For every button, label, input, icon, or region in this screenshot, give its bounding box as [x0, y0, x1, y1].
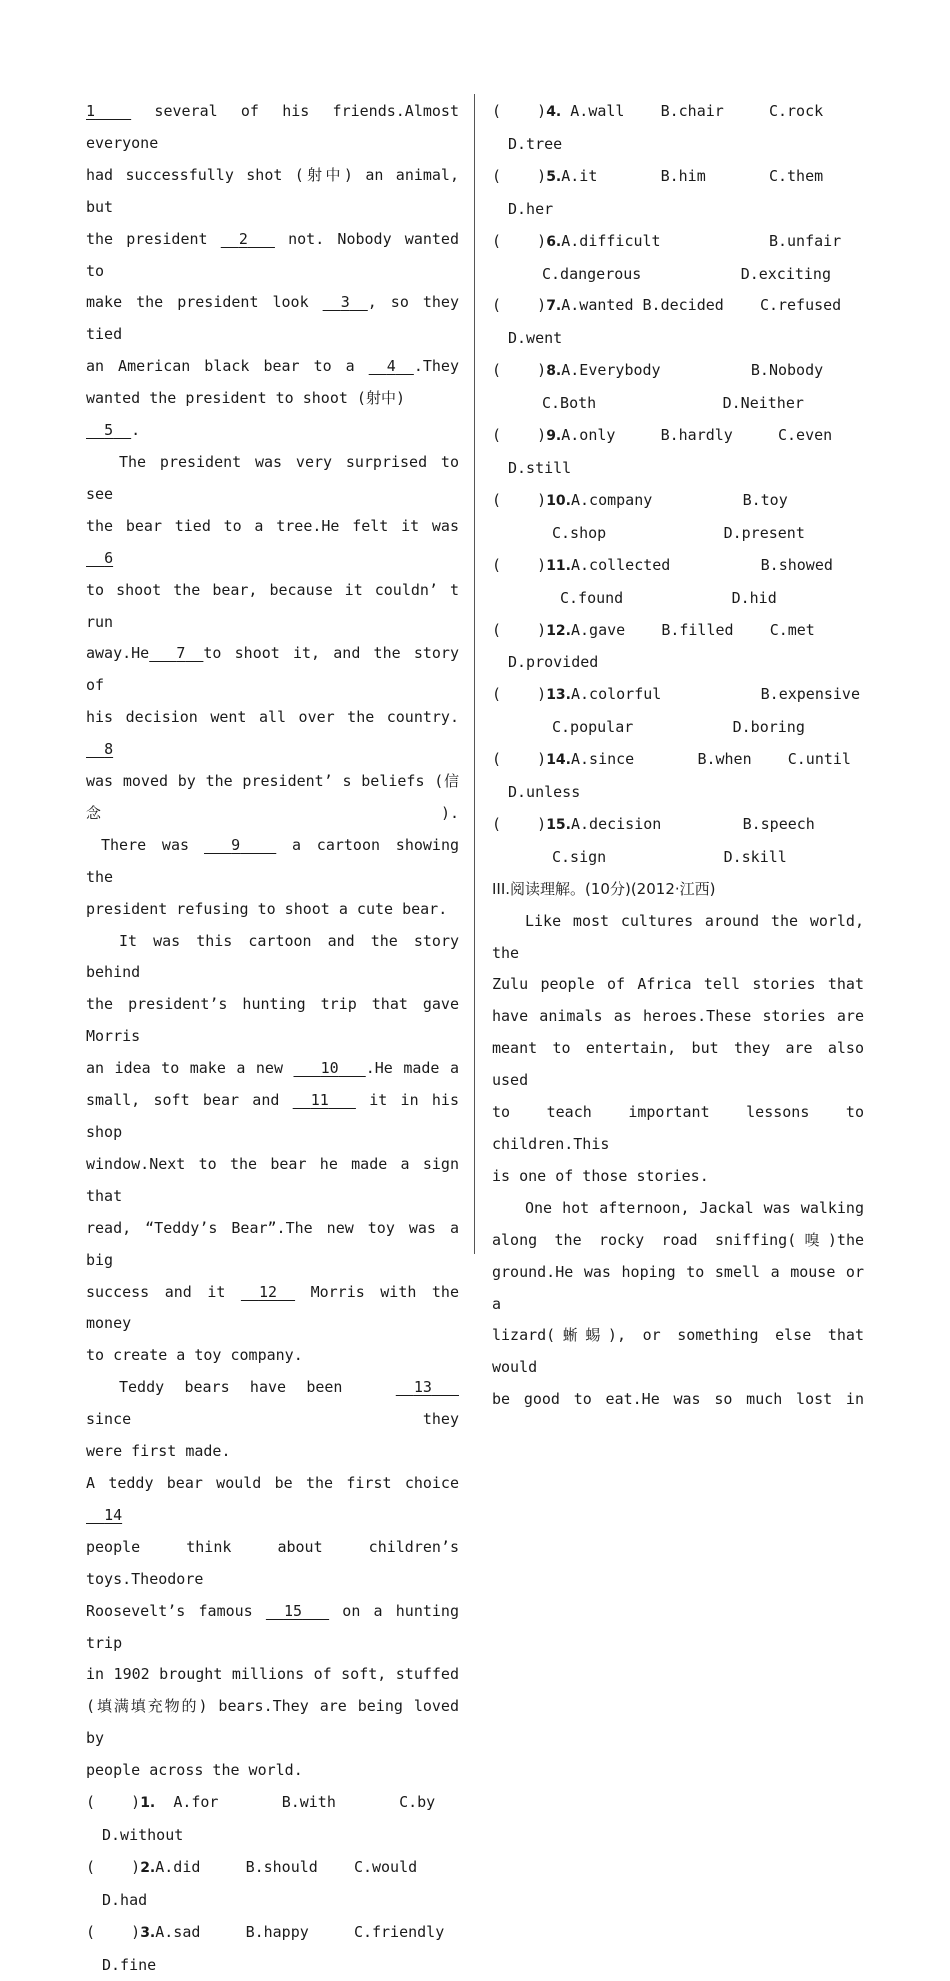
- section-heading: III.阅读理解。(10分)(2012·江西): [492, 879, 716, 898]
- option-a[interactable]: A.Everybody: [561, 361, 661, 380]
- question-10-options-cd: [492, 518, 864, 550]
- text-run: an idea to make a new: [86, 1059, 294, 1078]
- option-d[interactable]: D.went: [508, 329, 563, 348]
- question-5[interactable]: ( )5.A.it B.him C.them: [492, 166, 824, 185]
- option-d[interactable]: D.hid: [731, 588, 777, 607]
- option-d[interactable]: D.still: [508, 458, 572, 477]
- question-6-options-cd: [492, 259, 864, 291]
- blank-6[interactable]: [86, 543, 113, 575]
- text-line: were first made.: [86, 1442, 231, 1461]
- text-run: wanted the president to shoot (射中): [86, 389, 405, 408]
- blank-4[interactable]: [369, 351, 414, 383]
- question-number: 7.: [546, 298, 562, 315]
- question-4-option-d-line: [492, 129, 864, 161]
- blank-number: 14: [104, 1505, 123, 1524]
- question-1[interactable]: ( )1. A.for B.with C.by: [86, 1793, 436, 1812]
- option-b[interactable]: B.filled: [661, 620, 734, 639]
- option-d[interactable]: D.her: [508, 199, 554, 218]
- blank-number: 9: [231, 835, 241, 854]
- option-a[interactable]: A.collected: [571, 555, 671, 574]
- blank-number: 8: [104, 740, 114, 759]
- option-c[interactable]: C.Both: [542, 394, 597, 413]
- question-number: 12.: [546, 622, 571, 639]
- option-c[interactable]: C.by: [399, 1793, 436, 1812]
- question-number: 2.: [140, 1859, 156, 1876]
- text-line: was moved by the president’ s beliefs (信念).: [86, 772, 459, 822]
- text-line: is one of those stories.: [492, 1166, 709, 1185]
- text-line: along the rocky road sniffing(嗅)the: [492, 1230, 864, 1249]
- text-run: Teddy bears have been: [119, 1378, 363, 1397]
- question-14-option-d-line: [492, 777, 864, 809]
- blank-number: 10: [320, 1059, 339, 1078]
- option-a[interactable]: A.only: [561, 426, 616, 445]
- option-a[interactable]: A.decision: [571, 814, 662, 833]
- left-column: [86, 96, 459, 1981]
- question-11[interactable]: ( )11.A.collected B.showed: [492, 555, 833, 574]
- option-c[interactable]: C.found: [560, 588, 624, 607]
- text-line: window.Next to the bear he made a sign that: [86, 1154, 459, 1205]
- question-8[interactable]: ( )8.A.Everybody B.Nobody: [492, 361, 824, 380]
- text-line: (填满填充物的) bears.They are being loved by: [86, 1697, 459, 1748]
- text-run: since they: [86, 1410, 459, 1429]
- option-c[interactable]: C.sign: [552, 847, 607, 866]
- option-a[interactable]: A.gave: [571, 620, 626, 639]
- question-number: 11.: [546, 557, 571, 574]
- blank-number: 15: [283, 1601, 303, 1620]
- blank-number: 2: [238, 229, 248, 248]
- text-run: on a hunting trip: [86, 1601, 459, 1652]
- question-3-option-d-line: [86, 1950, 459, 1981]
- option-b[interactable]: B.with: [281, 1793, 336, 1812]
- question-15-options-cd: [492, 842, 864, 874]
- text-line: had successfully shot (射中) an animal, but: [86, 165, 459, 216]
- question-7[interactable]: ( )7.A.wanted B.decided C.refused: [492, 296, 842, 315]
- text-run: the president: [86, 229, 221, 248]
- option-d[interactable]: D.Neither: [722, 394, 804, 413]
- option-c[interactable]: C.friendly: [353, 1922, 445, 1941]
- blank-number: 13: [413, 1378, 432, 1397]
- option-b[interactable]: B.decided: [642, 296, 724, 315]
- option-d[interactable]: D.boring: [732, 718, 805, 737]
- question-9[interactable]: ( )9.A.only B.hardly C.even: [492, 426, 833, 445]
- option-a[interactable]: A.sad: [155, 1922, 201, 1941]
- option-a[interactable]: A.difficult: [561, 231, 661, 250]
- text-line: [86, 1053, 459, 1085]
- blank-1[interactable]: [86, 96, 131, 128]
- blank-12[interactable]: [241, 1277, 295, 1309]
- text-run: , so they tied: [86, 293, 459, 344]
- option-a[interactable]: A.it: [561, 166, 598, 185]
- text-line: [86, 1372, 459, 1436]
- blank-10[interactable]: [294, 1053, 366, 1085]
- question-number: 4.: [546, 104, 562, 120]
- right-column: [492, 96, 864, 1416]
- option-c[interactable]: C.popular: [552, 718, 634, 737]
- question-11-options-cd: [492, 583, 864, 615]
- option-b[interactable]: B.speech: [742, 814, 815, 833]
- text-run: small, soft bear and: [86, 1091, 293, 1110]
- option-b[interactable]: B.expensive: [760, 685, 860, 704]
- question-1-option-d-line: [86, 1820, 459, 1852]
- blank-2[interactable]: [221, 224, 275, 256]
- question-3[interactable]: ( )3.A.sad B.happy C.friendly: [86, 1922, 445, 1941]
- text-line: be good to eat.He was so much lost in: [492, 1390, 864, 1409]
- question-number: 9.: [546, 428, 562, 445]
- text-line: [86, 511, 459, 575]
- text-line: Zulu people of Africa tell stories that: [492, 975, 864, 994]
- question-number: 10.: [546, 492, 571, 509]
- question-number: 5.: [546, 168, 562, 185]
- text-run: make the president look: [86, 293, 323, 312]
- text-run: .: [131, 421, 141, 440]
- question-14[interactable]: ( )14.A.since B.when C.until: [492, 750, 851, 769]
- column-divider: [474, 94, 475, 1254]
- text-run: an American black bear to a: [86, 357, 369, 376]
- text-line: [86, 638, 459, 702]
- option-b[interactable]: B.Nobody: [750, 361, 824, 380]
- blank-13[interactable]: [363, 1372, 459, 1404]
- text-line: The president was very surprised to see: [86, 452, 459, 503]
- blank-number: 3: [340, 293, 350, 312]
- question-6[interactable]: ( )6.A.difficult B.unfair: [492, 231, 842, 250]
- question-13-options-cd: [492, 712, 864, 744]
- text-line: [86, 830, 459, 894]
- blank-number: 5: [104, 421, 114, 440]
- text-line: [86, 96, 459, 160]
- blank-9[interactable]: [189, 830, 276, 862]
- option-d[interactable]: D.without: [102, 1825, 184, 1844]
- option-a[interactable]: A.company: [571, 490, 653, 509]
- text-line: [86, 702, 459, 766]
- option-b[interactable]: B.chair: [660, 102, 724, 120]
- text-line: [86, 1277, 459, 1341]
- option-a[interactable]: A.did: [155, 1857, 201, 1876]
- option-d[interactable]: D.provided: [508, 653, 599, 672]
- blank-number: 12: [258, 1282, 278, 1301]
- text-line: people across the world.: [86, 1761, 303, 1780]
- text-line: to teach important lessons to children.This: [492, 1103, 864, 1153]
- option-d[interactable]: D.unless: [508, 783, 581, 802]
- question-number: 1.: [140, 1795, 156, 1812]
- text-line: the president’s hunting trip that gave Morris: [86, 995, 459, 1046]
- text-run: a cartoon showing the: [86, 835, 459, 886]
- text-run: A teddy bear would be the first choice: [86, 1473, 459, 1492]
- blank-7[interactable]: [149, 638, 203, 670]
- text-run: Roosevelt’s famous: [86, 1601, 266, 1620]
- blank-11[interactable]: [293, 1085, 356, 1117]
- text-line: to create a toy company.: [86, 1346, 303, 1365]
- question-number: 15.: [546, 816, 571, 833]
- blank-number: 4: [386, 357, 396, 376]
- text-line: to shoot the bear, because it couldn’ t run: [86, 580, 459, 631]
- option-a[interactable]: A.wanted: [561, 296, 634, 315]
- option-d[interactable]: D.skill: [723, 847, 787, 866]
- question-13[interactable]: ( )13.A.colorful B.expensive: [492, 685, 860, 704]
- blank-number: 6: [104, 548, 114, 567]
- text-run: several of his friends.Almost everyone: [86, 102, 459, 152]
- blank-number: 7: [176, 644, 186, 663]
- text-run: not. Nobody wanted to: [86, 229, 459, 280]
- text-run: away.He: [86, 644, 150, 663]
- text-run: .He made a: [365, 1059, 459, 1078]
- question-number: 6.: [546, 233, 562, 250]
- question-12-option-d-line: [492, 647, 864, 679]
- text-line: people think about children’s toys.Theodore: [86, 1537, 459, 1588]
- text-run: to shoot it, and the story of: [86, 644, 459, 695]
- option-d[interactable]: D.had: [102, 1890, 148, 1909]
- blank-5[interactable]: [86, 415, 131, 447]
- text-line: [86, 224, 459, 288]
- option-b[interactable]: B.him: [660, 166, 706, 185]
- question-number: 14.: [546, 752, 571, 769]
- text-line: [86, 383, 459, 447]
- text-run: it in his shop: [86, 1091, 459, 1141]
- question-number: 8.: [546, 363, 562, 380]
- option-b[interactable]: B.hardly: [660, 426, 733, 445]
- option-a[interactable]: A.colorful: [571, 685, 662, 704]
- question-15[interactable]: ( )15.A.decision B.speech: [492, 814, 815, 833]
- question-7-option-d-line: [492, 323, 864, 355]
- text-line: [86, 351, 459, 383]
- option-b[interactable]: B.should: [245, 1857, 318, 1876]
- text-line: meant to entertain, but they are also used: [492, 1039, 864, 1090]
- option-c[interactable]: C.met: [769, 620, 815, 639]
- question-10[interactable]: ( )10.A.company B.toy: [492, 490, 788, 509]
- option-d[interactable]: D.present: [723, 523, 805, 542]
- option-c[interactable]: C.shop: [552, 523, 607, 542]
- text-line: lizard(蜥蜴), or something else that would: [492, 1326, 864, 1377]
- text-run: the bear tied to a tree.He felt it was: [86, 516, 459, 535]
- text-run: his decision went all over the country.: [86, 708, 459, 727]
- option-a[interactable]: A.since: [571, 750, 635, 769]
- text-line: One hot afternoon, Jackal was walking: [525, 1198, 864, 1217]
- text-line: [86, 287, 459, 351]
- text-line: [86, 1085, 459, 1149]
- option-c[interactable]: C.until: [787, 750, 851, 769]
- text-line: in 1902 brought millions of soft, stuffed: [86, 1665, 459, 1684]
- text-run: Morris with the money: [86, 1282, 459, 1333]
- text-line: president refusing to shoot a cute bear.: [86, 899, 448, 918]
- text-line: ground.He was hoping to smell a mouse or a: [492, 1262, 864, 1313]
- option-b[interactable]: B.happy: [245, 1922, 309, 1941]
- question-5-option-d-line: [492, 194, 864, 226]
- text-run: .They: [413, 357, 459, 376]
- blank-15[interactable]: [266, 1596, 329, 1628]
- option-c[interactable]: C.would: [353, 1857, 418, 1876]
- question-number: 3.: [140, 1924, 156, 1941]
- option-c[interactable]: C.rock: [768, 102, 824, 120]
- text-line: [86, 1596, 459, 1660]
- question-8-options-cd: [492, 388, 864, 420]
- option-a[interactable]: A.wall: [570, 102, 625, 120]
- option-b[interactable]: B.when: [697, 750, 752, 769]
- option-c[interactable]: C.dangerous: [542, 264, 642, 283]
- text-run: There was: [101, 835, 190, 854]
- option-c[interactable]: C.them: [768, 166, 824, 185]
- text-line: [86, 1468, 459, 1532]
- question-9-option-d-line: [492, 453, 864, 485]
- option-d[interactable]: D.fine: [102, 1955, 157, 1974]
- text-line: have animals as heroes.These stories are: [492, 1007, 864, 1026]
- text-line: Like most cultures around the world, the: [492, 911, 864, 962]
- blank-3[interactable]: [323, 287, 368, 319]
- question-4[interactable]: ( )4. A.wall B.chair C.rock: [492, 102, 824, 120]
- question-2-option-d-line: [86, 1885, 459, 1917]
- option-c[interactable]: C.even: [778, 426, 833, 445]
- blank-number: 1: [86, 102, 96, 120]
- option-d[interactable]: D.tree: [508, 134, 563, 153]
- text-line: It was this cartoon and the story behind: [86, 931, 459, 982]
- question-12[interactable]: ( )12.A.gave B.filled C.met: [492, 620, 815, 639]
- blank-number: 11: [310, 1091, 329, 1110]
- text-line: read, “Teddy’s Bear”.The new toy was a big: [86, 1218, 459, 1269]
- option-c[interactable]: C.refused: [759, 296, 842, 315]
- question-number: 13.: [546, 687, 571, 704]
- option-d[interactable]: D.exciting: [740, 264, 831, 283]
- option-b[interactable]: B.unfair: [768, 231, 842, 250]
- text-run: success and it: [86, 1282, 241, 1301]
- blank-14[interactable]: [86, 1500, 122, 1532]
- option-b[interactable]: B.showed: [760, 555, 833, 574]
- blank-8[interactable]: [86, 734, 113, 766]
- option-b[interactable]: B.toy: [742, 490, 788, 509]
- question-2[interactable]: ( )2.A.did B.should C.would: [86, 1857, 418, 1876]
- option-a[interactable]: A.for: [173, 1793, 219, 1812]
